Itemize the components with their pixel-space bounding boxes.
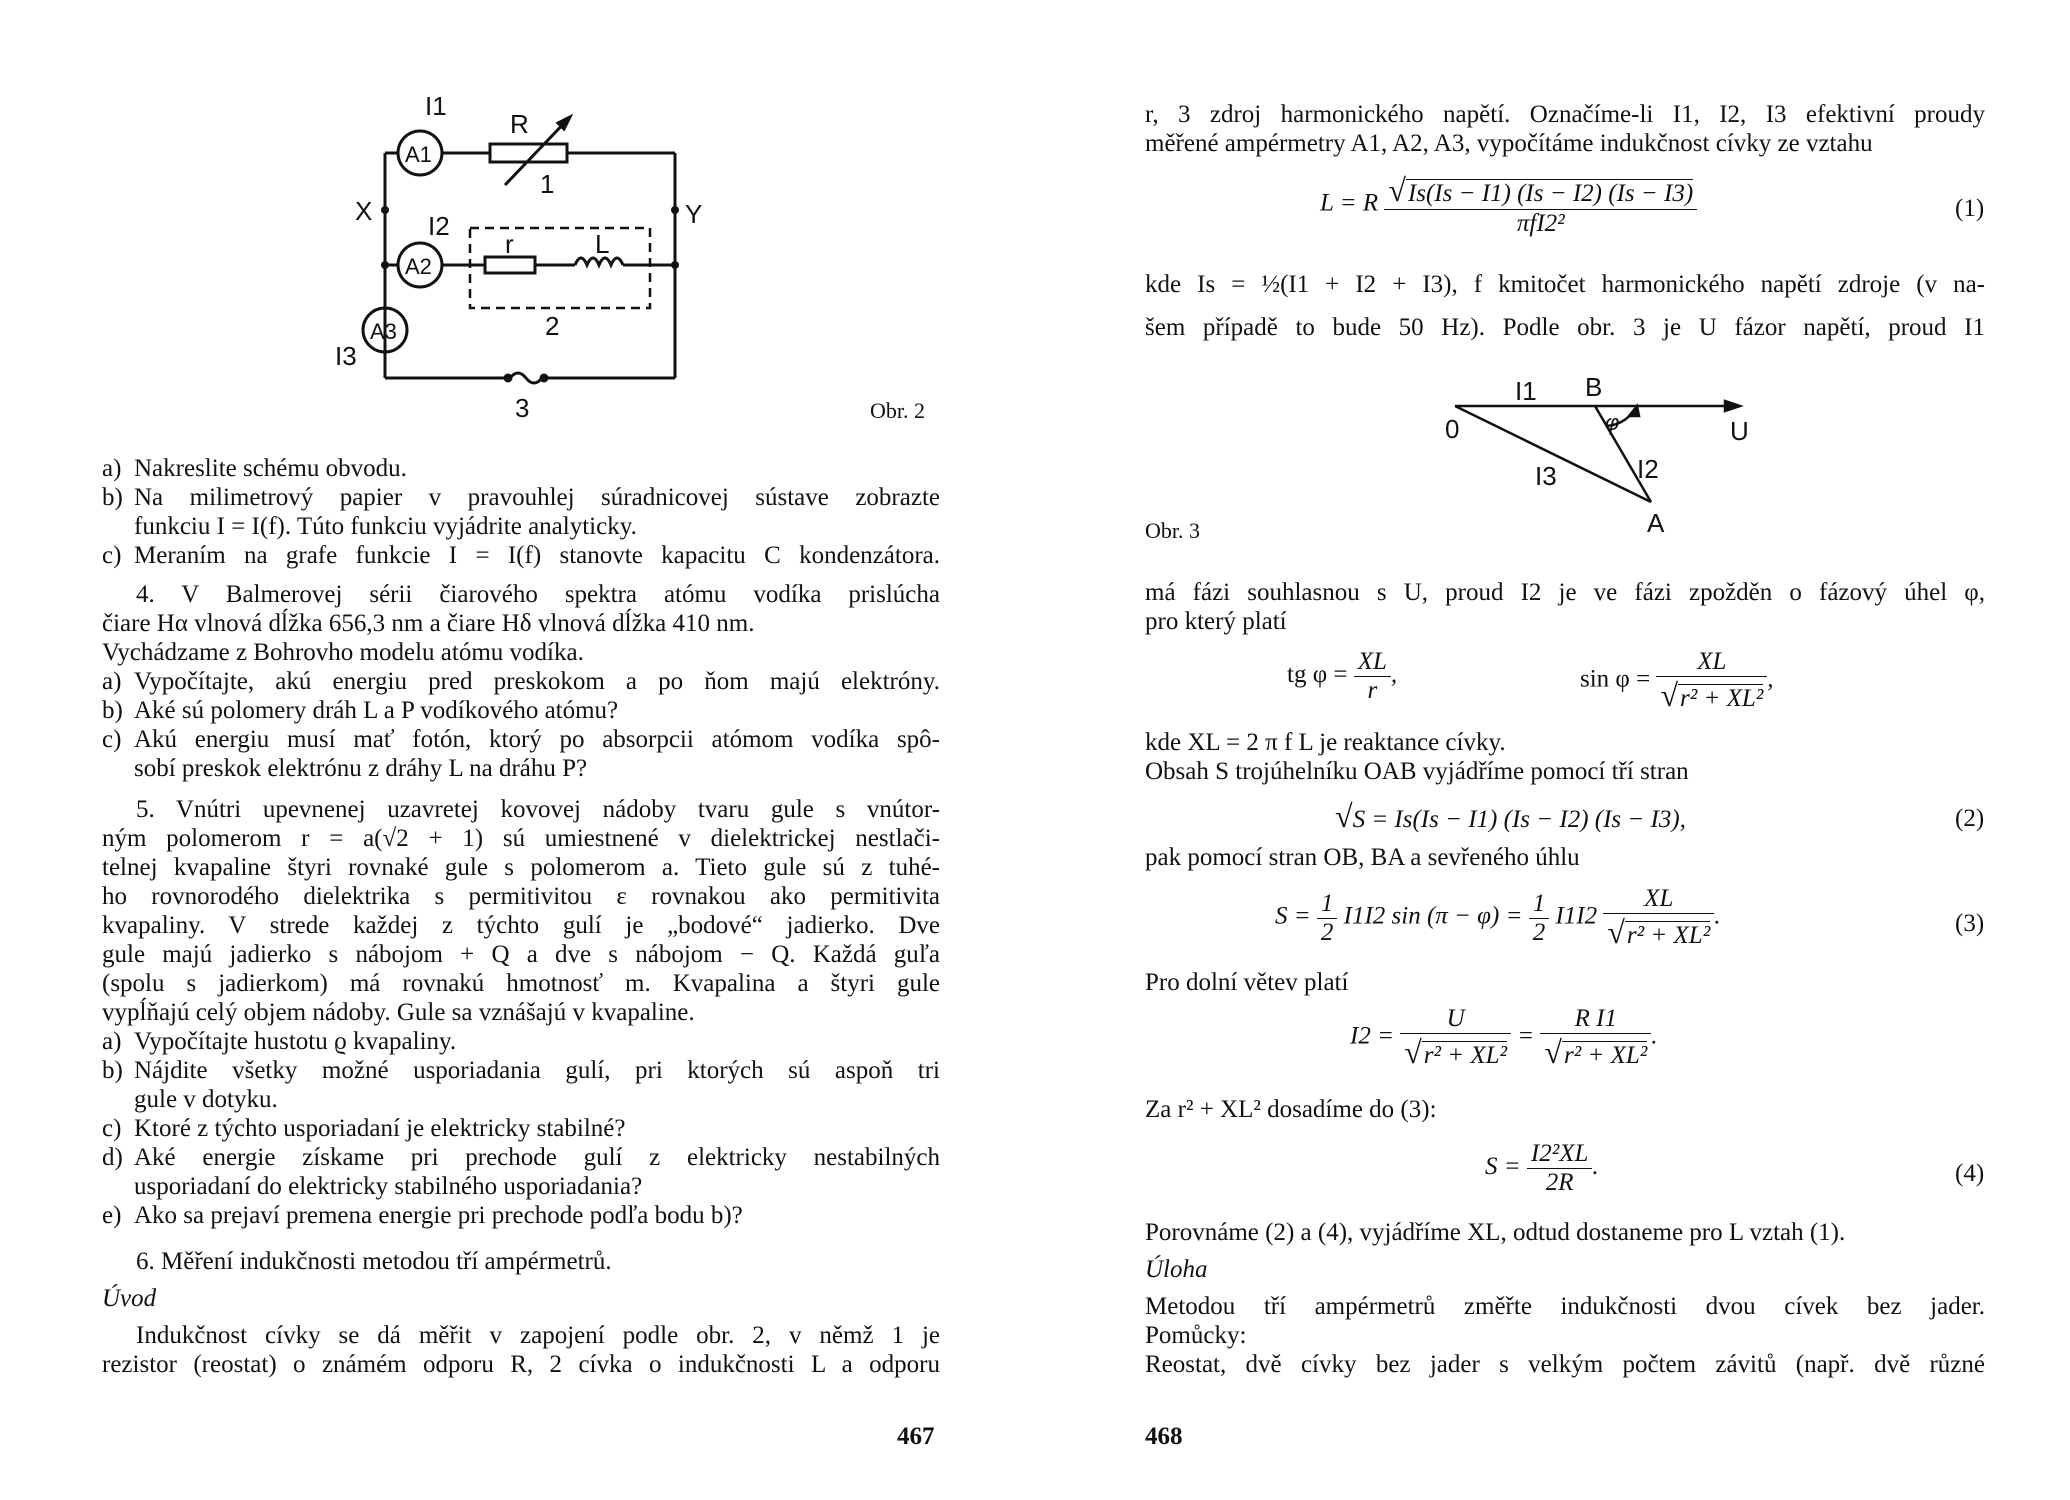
task3-item: c) Meraním na grafe funkcie I = I(f) stanovte kapacitu C kondenzátora. bbox=[102, 542, 940, 569]
section-uloha: Úloha bbox=[1145, 1256, 1208, 1283]
equation-tg: tg φ = $\frac{XL}{r}$ , bbox=[1287, 648, 1398, 704]
equation-sin: sin φ = $\frac{XL}{\text{√r² + XL²}}$ , bbox=[1580, 648, 1774, 713]
substitute-text: Za r² + XL² dosadíme do (3): bbox=[1145, 1096, 1437, 1123]
intro-text: r, 3 zdroj harmonického napětí. Označíme-li I1, I2, I3 efektivní proudy měřené ampérmetry A1, A2, A3, vypočítáme indukčnost cívky ze vztahu bbox=[1145, 101, 1985, 157]
label-a1: A1 bbox=[405, 142, 432, 167]
equation-1: L = R $\frac{√Is(Is - I1) (Is - I2) (Is - I3)}{\text{πfI2²}}$ bbox=[1320, 172, 1697, 238]
page-number: 467 bbox=[897, 1423, 935, 1450]
circuit-diagram bbox=[330, 95, 710, 425]
label-r-small: r bbox=[505, 229, 514, 259]
label-2: 2 bbox=[545, 311, 560, 341]
figure-caption-obr3: Obr. 3 bbox=[1145, 518, 1200, 543]
task3-item: b) Na milimetrový papier v pravouhlej súradnicovej sústave zobrazte funkciu I = I(f). Túto funkciu vyjádrite analyticky. bbox=[102, 484, 940, 540]
phasor-label-phi: φ bbox=[1605, 410, 1620, 435]
label-i2: I2 bbox=[428, 211, 450, 241]
task5-item: d) Aké energie získame pri prechode gulí z elektricky nestabilných usporiadaní do elektricky stabilného usporiadania? bbox=[102, 1144, 940, 1200]
phasor-diagram bbox=[1405, 370, 1755, 540]
label-y: Y bbox=[685, 199, 703, 229]
phasor-label-i3: I3 bbox=[1535, 461, 1557, 491]
task3-list bbox=[102, 454, 940, 570]
task4: 4. V Balmerovej sérii čiarového spektra atómu vodíka prislúcha čiare Hα vlnová dĺžka 656,3 nm a čiare Hδ vlnová dĺžka 410 nm. Vychádzame z Bohrovho modelu atómu vodíka. a) Vypočítajte, akú energiu pred preskokom a po ňom majú elektróny. b) Aké sú polomery dráh L a P vodíkového atómu? c) Akú energiu musí mať fotón, ktorý po absorpcii atómom vodíka spô- sobí preskok elektrónu z dráhy L na dráhu P? bbox=[102, 581, 940, 782]
equation-i2: I2 = $\frac{U}{\text{√r² + XL²}}$ = $\frac{\text{R I1}}{\text{√r² + XL²}}$ . bbox=[1350, 1005, 1658, 1070]
task4-item: a) Vypočítajte, akú energiu pred preskokom a po ňom majú elektróny. bbox=[102, 668, 940, 695]
task4-item: c) Akú energiu musí mať fotón, ktorý po absorpcii atómom vodíka spô- sobí preskok elektrónu z dráhy L na dráhu P? bbox=[102, 726, 940, 782]
phasor-label-a: A bbox=[1647, 508, 1665, 538]
equation-4-number: (4) bbox=[1955, 1160, 1985, 1187]
task5-item: a) Vypočítajte hustotu ϱ kvapaliny. bbox=[102, 1028, 457, 1055]
label-a2: A2 bbox=[405, 254, 432, 279]
task4-item: b) Aké sú polomery dráh L a P vodíkového atómu? bbox=[102, 697, 619, 724]
phasor-label-b: B bbox=[1585, 372, 1603, 402]
label-i3: I3 bbox=[335, 341, 357, 371]
section-uvod: Úvod bbox=[102, 1285, 157, 1312]
reactance-text: kde XL = 2 π f L je reaktance cívky. Obsah S trojúhelníku OAB vyjádříme pomocí tří stran bbox=[1145, 729, 1689, 785]
equation-3: S = $\frac{1}{2}$ I1I2 sin (π − φ) = $\frac{1}{2}$ I1I2 $\frac{XL}{\text{√r² + XL²}}$ . bbox=[1275, 885, 1721, 950]
task3-item: a) Nakreslite schému obvodu. bbox=[102, 455, 407, 482]
lower-branch-text: Pro dolní větev platí bbox=[1145, 969, 1349, 996]
is-definition: kde Is = ½(I1 + I2 + I3), f kmitočet harmonického napětí zdroje (v na- šem případě to bude 50 Hz). Podle obr. 3 je U fázor napětí, proud I1 bbox=[1145, 271, 1985, 341]
task6-title: 6. Měření indukčnosti metodou tří ampérmetrů. bbox=[136, 1248, 612, 1275]
label-i1: I1 bbox=[425, 95, 447, 121]
equation-1-number: (1) bbox=[1955, 195, 1985, 222]
angle-text: pak pomocí stran OB, BA a sevřeného úhlu bbox=[1145, 844, 1580, 871]
label-3: 3 bbox=[515, 393, 530, 423]
right-page bbox=[1035, 0, 2070, 1500]
conclusion-text: Porovnáme (2) a (4), vyjádříme XL, odtud dostaneme pro L vztah (1). Úloha Metodou tří ampérmetrů změřte indukčnosti dvou cívek bez jader. Pomůcky: Reostat, dvě cívky bez jader s velkým počtem závitů (např. dvě různé bbox=[1145, 1219, 1985, 1378]
task5-item: c) Ktoré z týchto usporiadaní je elektricky stabilné? bbox=[102, 1115, 626, 1142]
label-x: X bbox=[355, 196, 373, 226]
phasor-label-u: U bbox=[1730, 416, 1749, 446]
label-1: 1 bbox=[540, 169, 555, 199]
phase-text: má fázi souhlasnou s U, proud I2 je ve fázi zpožděn o fázový úhel φ, pro který platí bbox=[1145, 579, 1985, 635]
task5-item: b) Nájdite všetky možné usporiadania gulí, pri ktorých sú aspoň tri gule v dotyku. bbox=[102, 1057, 940, 1113]
label-l: L bbox=[595, 229, 610, 259]
equation-3-number: (3) bbox=[1955, 910, 1985, 937]
phasor-label-o: 0 bbox=[1445, 414, 1460, 444]
phasor-label-i1: I1 bbox=[1515, 376, 1537, 406]
task5-item: e) Ako sa prejaví premena energie pri prechode podľa bodu b)? bbox=[102, 1202, 743, 1229]
label-r: R bbox=[510, 109, 529, 139]
equation-4: S = $\frac{\text{I2²XL}}{2R}$ . bbox=[1485, 1140, 1599, 1196]
task5: 5. Vnútri upevnenej uzavretej kovovej nádoby tvaru gule s vnútor- ným polomerom r = a(√2 + 1) sú umiestnené v dielektrickej nestlači- telnej kvapaline štyri rovnaké gule s polomerom a. Tieto gule sú z tuhé- ho rovnorodého dielektrika s permitivitou ε rovnakou ako permitivita kvapaliny. V strede každej z týchto gulí je „bodové“ jadierko. Dve gule majú jadierko s nábojom + Q a dve s nábojom − Q. Každá guľa (spolu s jadierkom) má rovnakú hmotnosť m. Kvapalina a štyri gule vypĺňajú celý objem nádoby. Gule sa vznášajú v kvapaline. a) Vypočítajte hustotu ϱ kvapaliny. b) Nájdite všetky možné usporiadania gulí, pri ktorých sú aspoň tri gule v dotyku. c) Ktoré z týchto usporiadaní je elektricky stabilné? d) Aké energie získame pri prechode gulí z elektricky nestabilných usporiadaní do elektricky stabilného usporiadania? e) Ako sa prejaví premena energie pri prechode podľa bodu b)? bbox=[102, 796, 940, 1229]
phasor-label-i2: I2 bbox=[1637, 454, 1659, 484]
figure-caption-obr2: Obr. 2 bbox=[870, 398, 925, 423]
page-number: 468 bbox=[1145, 1423, 1183, 1450]
equation-2-number: (2) bbox=[1955, 805, 1985, 832]
task6: 6. Měření indukčnosti metodou tří ampérmetrů. Úvod Indukčnost cívky se dá měřit v zapojení podle obr. 2, v němž 1 je rezistor (reostat) o známém odporu R, 2 cívka o indukčnosti L a odporu bbox=[102, 1248, 940, 1378]
label-a3: A3 bbox=[370, 319, 397, 344]
equation-2: √S = Is(Is − I1) (Is − I2) (Is − I3), bbox=[1335, 798, 1686, 834]
